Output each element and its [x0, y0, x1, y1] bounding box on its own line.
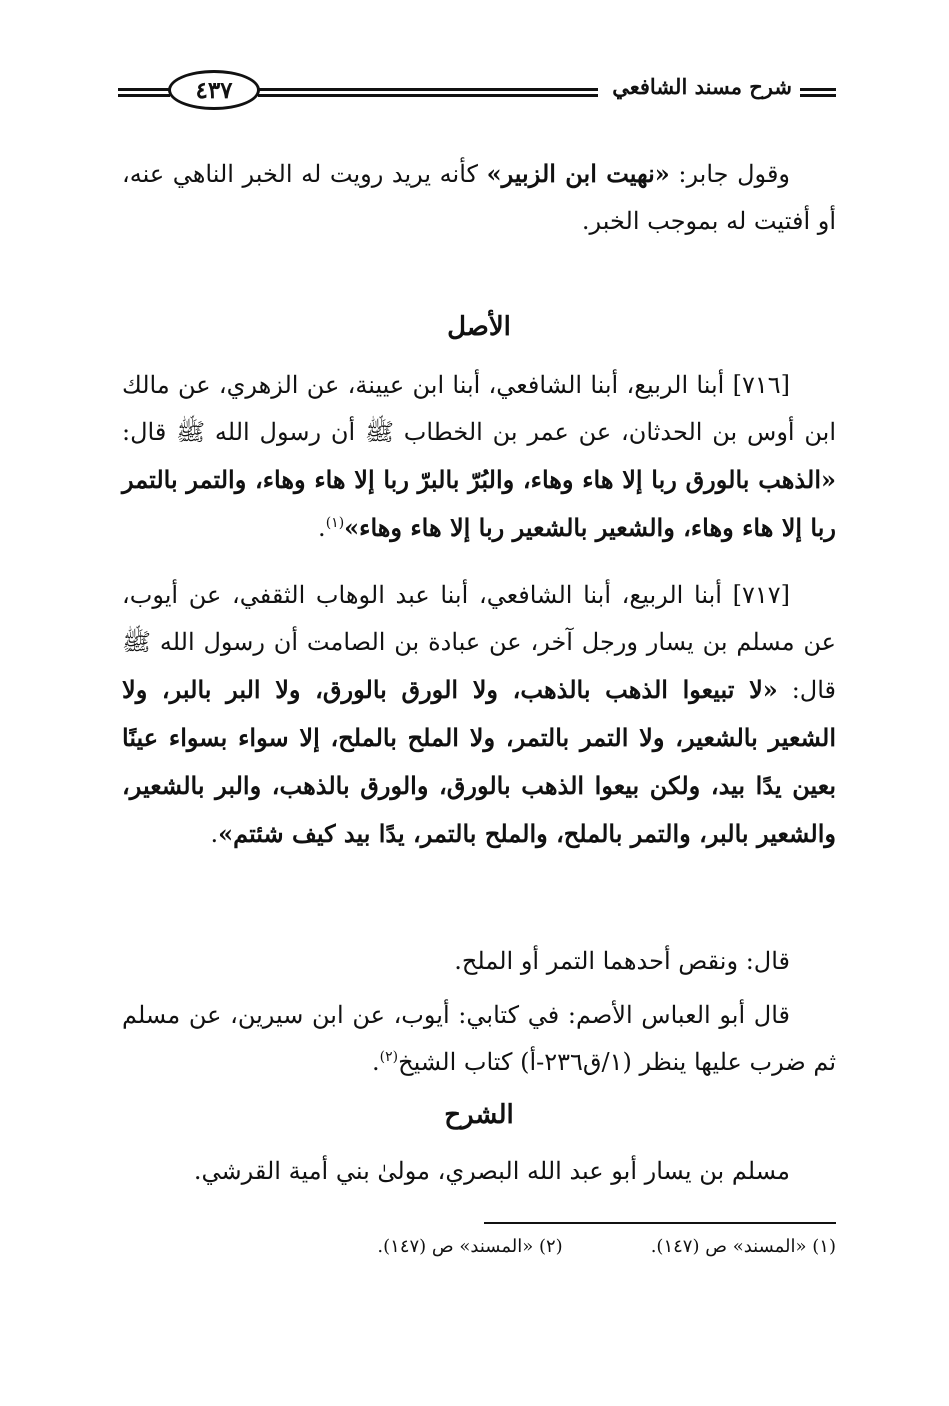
paragraph-sharh: مسلم بن يسار أبو عبد الله البصري، مولىٰ بني أمية القرشي.	[193, 1157, 790, 1185]
footnote-ref-2[interactable]: (٢)	[379, 1049, 399, 1065]
paragraph-asamm	[122, 992, 836, 1086]
header-rule-end	[118, 88, 170, 97]
hadith-716-end: .	[318, 514, 326, 542]
footnote-2: (٢) «المسند» ص (١٤٧).	[377, 1236, 563, 1257]
hadith-717	[122, 572, 836, 858]
page-header	[118, 66, 836, 118]
header-ornament	[800, 88, 836, 97]
paragraph-note: قال: ونقص أحدهما التمر أو الملح.	[454, 947, 790, 975]
header-title: شرح مسند الشافعي	[612, 74, 792, 99]
page-number: ٤٣٧	[195, 76, 233, 104]
intro-quote: «نهيت ابن الزبير»	[486, 159, 670, 188]
section-heading-sharh: الشرح	[444, 1100, 514, 1130]
hadith-716	[122, 362, 836, 552]
intro-text: وقول جابر:	[669, 160, 791, 188]
hadith-717-matn: «لا تبيعوا الذهب بالذهب، ولا الورق بالورق، ولا البر بالبر، ولا الشعير بالشعير، ولا التمر بالتمر، ولا الملح بالملح، إلا سواء بسواء عينًا بعين يدًا بيد، ولكن بيعوا الذهب بالورق، والورق بالذهب، والبر بالشعير، والشعير بالبر، والتمر بالملح، والملح بالتمر، يدًا بيد كيف شئتم»	[122, 675, 836, 848]
footnote-1: (١) «المسند» ص (١٤٧).	[650, 1236, 836, 1257]
footnote-ref-1[interactable]: (١)	[325, 515, 345, 531]
hadith-717-end: .	[210, 820, 219, 848]
paragraph-intro	[122, 150, 836, 245]
footnotes	[240, 1236, 836, 1257]
header-rule	[258, 88, 598, 97]
section-heading-asl: الأصل	[447, 312, 511, 342]
intro-text-cont: كأنه يريد رويت له الخبر الناهي عنه، أو أفتيت له بموجب الخبر.	[122, 160, 836, 235]
footnote-divider	[484, 1222, 836, 1224]
hadith-716-matn: «الذهب بالورق ربا إلا هاء وهاء، والبُرّ بالبرّ ربا إلا هاء وهاء، والتمر بالتمر ربا إلا هاء وهاء، والشعير بالشعير ربا إلا هاء وهاء»	[122, 465, 836, 542]
asamm-text: قال أبو العباس الأصم: في كتابي: أيوب، عن ابن سيرين، عن مسلم ثم ضرب عليها ينظر (١/ق٢٣٦-أ) كتاب الشيخ	[122, 1001, 836, 1076]
asamm-end: .	[372, 1048, 380, 1076]
hadith-717-isnad: [٧١٧] أبنا الربيع، أبنا الشافعي، أبنا عبد الوهاب الثقفي، عن أيوب، عن مسلم بن يسار ورجل آخر، عن عبادة بن الصامت أن رسول الله ﷺ قال:	[122, 581, 836, 704]
hadith-716-isnad: [٧١٦] أبنا الربيع، أبنا الشافعي، أبنا ابن عيينة، عن الزهري، عن مالك ابن أوس بن الحدثان، عن عمر بن الخطاب ﷺ أن رسول الله ﷺ قال:	[122, 371, 836, 446]
page-number-badge	[168, 70, 260, 110]
